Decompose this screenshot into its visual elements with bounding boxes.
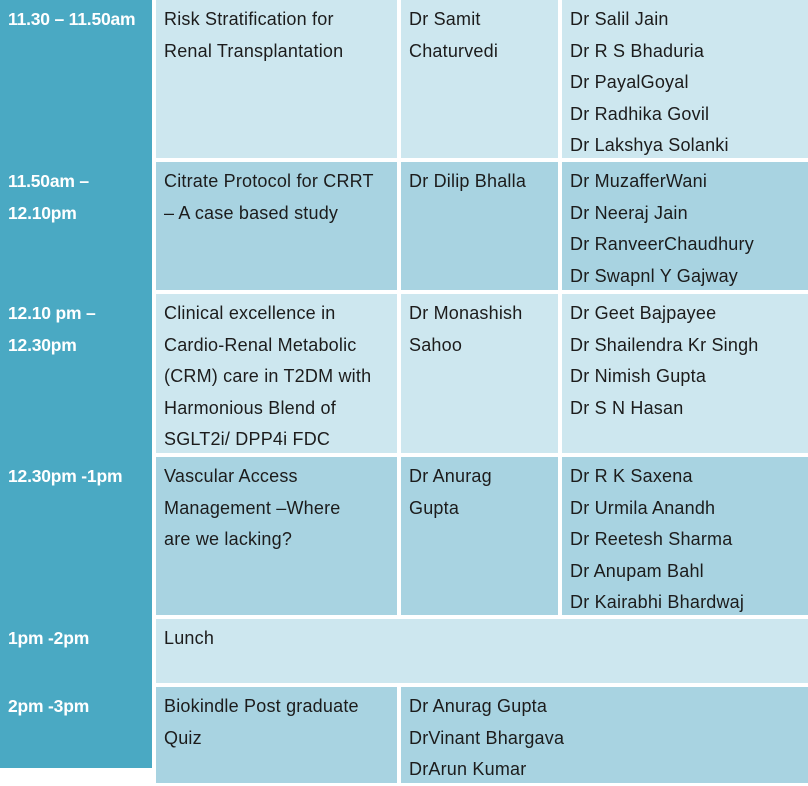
time-line: 2pm -3pm (8, 696, 90, 716)
session-time (0, 162, 152, 290)
session-topic (156, 294, 397, 453)
session-topic (156, 687, 397, 783)
topic-line: Lunch (164, 628, 215, 648)
panelist: Dr Shailendra Kr Singh (570, 334, 759, 355)
session-time (0, 457, 152, 615)
panelist: Dr MuzafferWani (570, 171, 708, 191)
time-line: 12.30pm (8, 334, 77, 355)
speaker-line: Dr Monashish (409, 303, 523, 323)
session-time (0, 619, 152, 683)
topic-line: (CRM) care in T2DM with (164, 366, 372, 387)
topic-line: Harmonious Blend of (164, 397, 336, 418)
session-panel (562, 162, 808, 290)
session-topic (156, 619, 808, 683)
topic-line: – A case based study (164, 202, 339, 223)
session-topic (156, 0, 397, 158)
session-speaker (401, 294, 558, 453)
session-time (0, 294, 152, 453)
topic-line: Renal Transplantation (164, 40, 344, 61)
session-speaker (401, 687, 808, 783)
time-line: 11.50am – (8, 171, 89, 191)
time-line: 12.10pm (8, 202, 77, 223)
session-panel (562, 457, 808, 615)
speaker-line: Dr Anurag Gupta (409, 696, 548, 716)
session-time (0, 687, 152, 783)
topic-line: Biokindle Post graduate (164, 696, 359, 716)
session-panel (562, 294, 808, 453)
topic-line: Clinical excellence in (164, 303, 336, 323)
session-speaker (401, 162, 558, 290)
topic-line: are we lacking? (164, 529, 293, 550)
speaker-line: Sahoo (409, 334, 463, 355)
session-time (0, 0, 152, 158)
panelist: Dr RanveerChaudhury (570, 234, 754, 255)
panelist: Dr S N Hasan (570, 397, 684, 418)
session-speaker (401, 457, 558, 615)
panelist: Dr R K Saxena (570, 466, 693, 486)
topic-line: Management –Where (164, 497, 341, 518)
topic-line: Cardio-Renal Metabolic (164, 334, 357, 355)
session-topic (156, 162, 397, 290)
speaker-line: Chaturvedi (409, 40, 499, 61)
panelist: Dr Lakshya Solanki (570, 135, 729, 156)
time-line: 12.30pm -1pm (8, 466, 123, 486)
speaker-line: Dr Anurag (409, 466, 492, 486)
panelist: Dr Radhika Govil (570, 103, 710, 124)
topic-line: Citrate Protocol for CRRT (164, 171, 374, 191)
speaker-line: DrArun Kumar (409, 759, 527, 780)
time-line: 11.30 – 11.50am (8, 9, 136, 29)
topic-line: Risk Stratification for (164, 9, 334, 29)
time-line: 1pm -2pm (8, 628, 90, 648)
speaker-line: Dr Samit (409, 9, 481, 29)
panelist: Dr Kairabhi Bhardwaj (570, 592, 745, 613)
session-panel (562, 0, 808, 158)
topic-line: SGLT2i/ DPP4i FDC (164, 429, 331, 450)
panelist: Dr Neeraj Jain (570, 202, 688, 223)
session-speaker (401, 0, 558, 158)
panelist: Dr Swapnl Y Gajway (570, 265, 739, 286)
speaker-line: DrVinant Bhargava (409, 727, 565, 748)
time-line: 12.10 pm – (8, 303, 96, 323)
panelist: Dr Salil Jain (570, 9, 669, 29)
speaker-line: Dr Dilip Bhalla (409, 171, 527, 191)
panelist: Dr Reetesh Sharma (570, 529, 733, 550)
session-topic (156, 457, 397, 615)
panelist: Dr Anupam Bahl (570, 560, 704, 581)
speaker-line: Gupta (409, 497, 460, 518)
topic-line: Quiz (164, 727, 202, 748)
panelist: Dr Urmila Anandh (570, 497, 716, 518)
panelist: Dr R S Bhaduria (570, 40, 705, 61)
panelist: Dr PayalGoyal (570, 72, 689, 93)
panelist: Dr Nimish Gupta (570, 366, 707, 387)
panelist: Dr Geet Bajpayee (570, 303, 717, 323)
topic-line: Vascular Access (164, 466, 298, 486)
